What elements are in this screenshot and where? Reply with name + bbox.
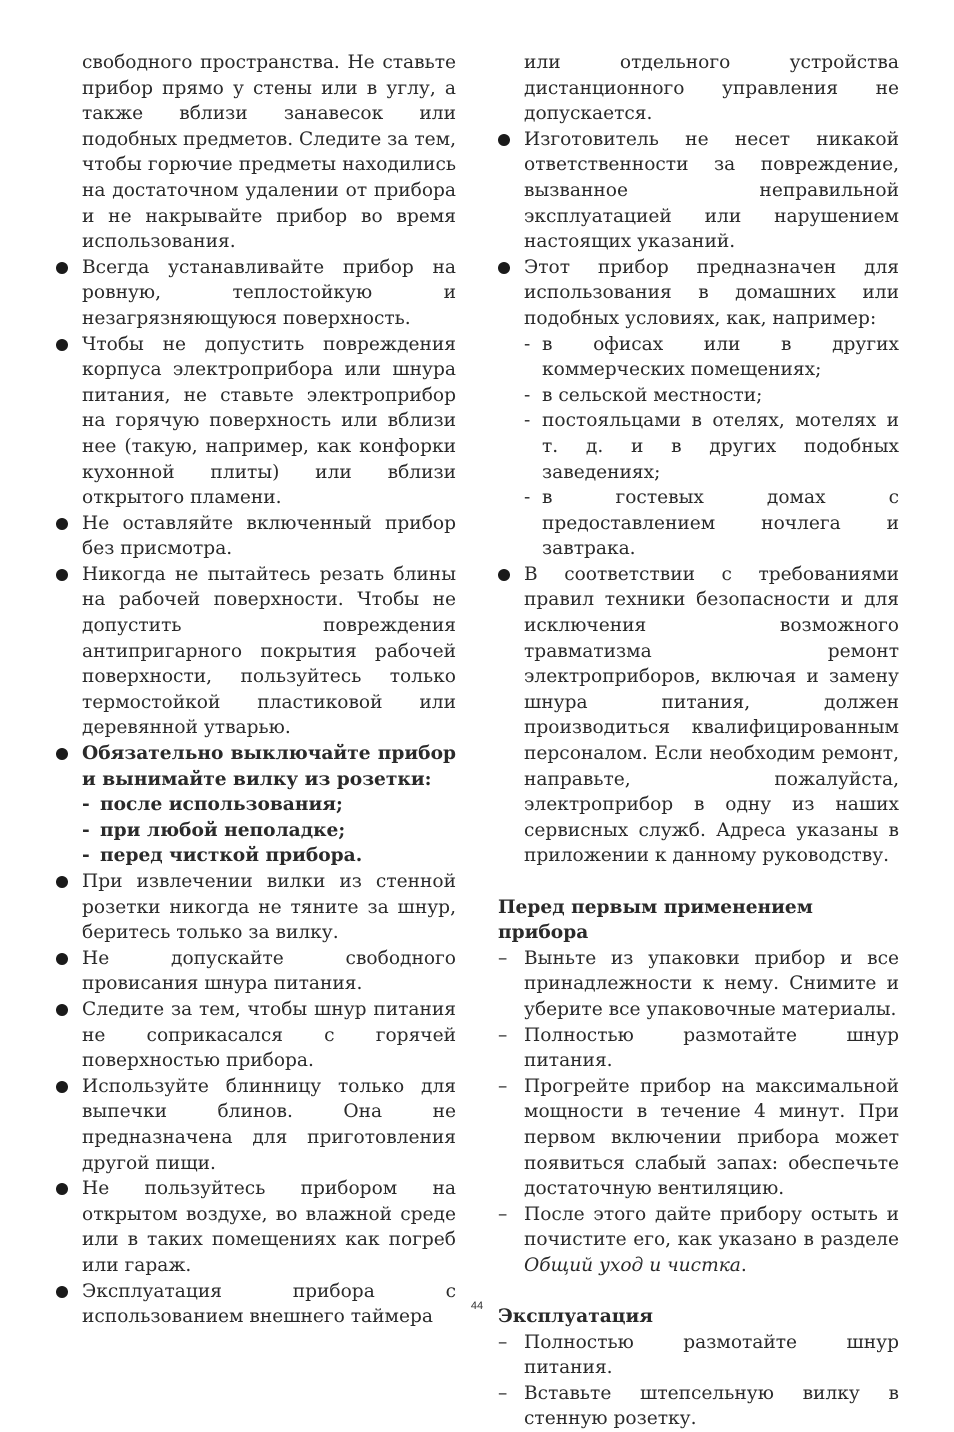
sub-item-text: постояльцами в отелях, мотелях и т. д. и в других подобных заведениях; — [542, 410, 899, 483]
instruction-text: Вставьте штепсельную вилку в стенную розетку. — [524, 1382, 899, 1430]
bullet-icon — [56, 1004, 68, 1016]
hyphen-mark: - — [82, 819, 90, 841]
instruction-item — [498, 1202, 899, 1279]
bullet-icon — [498, 569, 510, 581]
safety-item — [498, 255, 899, 562]
sub-item — [524, 332, 899, 383]
instruction-item — [498, 1074, 899, 1202]
safety-item-text: Не допускайте свободного провисания шнура питания. — [82, 947, 456, 995]
section-heading-first-use: Перед первым применением прибора — [498, 896, 813, 944]
sub-item — [524, 485, 899, 562]
safety-item-unplug — [56, 741, 456, 869]
section-reference: Общий уход и чистка — [524, 1254, 741, 1276]
bullet-icon — [56, 1183, 68, 1195]
instruction-text: Прогрейте прибор на максимальной мощности в течение 4 минут. При первом включении прибора может появиться слабый запах: обеспечьте достаточную вентиляцию. — [524, 1075, 899, 1200]
sub-item-text: в сельской местности; — [542, 384, 763, 406]
dash-mark: – — [498, 1331, 508, 1353]
safety-item — [56, 997, 456, 1074]
safety-item — [56, 562, 456, 741]
sub-item — [524, 383, 899, 409]
hyphen-mark: - — [524, 333, 531, 355]
instruction-text: Выньте из упаковки прибор и все принадлежности к нему. Снимите и уберите все упаковочные материалы. — [524, 947, 899, 1020]
sentence-end: . — [740, 1254, 747, 1276]
safety-item-text: Следите за тем, чтобы шнур питания не соприкасался с горячей поверхностью прибора. — [82, 998, 456, 1072]
bullet-icon — [56, 518, 68, 530]
safety-item-text: Не оставляйте включенный прибор без присмотра. — [82, 512, 456, 560]
continued-paragraph: или отдельного устройства дистанционного управления не допускается. — [524, 52, 899, 125]
instruction-text: Полностью размотайте шнур питания. — [524, 1024, 899, 1072]
dash-mark: – — [498, 947, 508, 969]
safety-item-text: Изготовитель не несет никакой ответственности за повреждение, вызванное неправильной эксплуатацией или нарушением настоящих указаний. — [524, 128, 899, 253]
bullet-icon — [498, 262, 510, 274]
dash-mark: – — [498, 1024, 508, 1046]
hyphen-mark: - — [524, 384, 531, 406]
bullet-icon — [56, 748, 68, 760]
bullet-icon — [56, 876, 68, 888]
bullet-icon — [56, 953, 68, 965]
instruction-text: После этого дайте прибору остыть и почистите его, как указано в разделе — [524, 1203, 899, 1251]
sub-item-text: в гостевых домах с предоставлением ночлега и завтрака. — [542, 487, 899, 560]
safety-item — [56, 1074, 456, 1176]
safety-item-text: Никогда не пытайтесь резать блины на рабочей поверхности. Чтобы не допустить повреждения антипригарного покрытия рабочей поверхности, пользуйтесь только термостойкой пластиковой или деревянной утварью. — [82, 563, 456, 739]
safety-item-text: В соответствии с требованиями правил техники безопасности и для исключения возможного травматизма ремонт электроприборов, включая и замену шнура питания, должен производиться квалифицированным персоналом. Если необходим ремонт, направьте, пожалуйста, электроприбор в одну из наших сервисных служб. Адреса указаны в приложении к данному руководству. — [524, 563, 899, 867]
instruction-item — [498, 1330, 899, 1381]
dash-mark: – — [498, 1382, 508, 1404]
intro-paragraph: свободного пространства. Не ставьте прибор прямо у стены или в углу, а также вблизи занавесок или подобных предметов. Следите за тем, чтобы горючие предметы находились на достаточном удалении от прибора и не накрывайте прибор во время использования. — [82, 52, 456, 253]
sub-item — [82, 818, 456, 844]
sub-item — [82, 843, 456, 869]
right-column — [498, 50, 899, 1432]
sub-item-text: перед чисткой прибора. — [100, 845, 363, 867]
hyphen-mark: - — [524, 410, 531, 432]
bullet-icon — [56, 262, 68, 274]
sub-item — [82, 792, 456, 818]
safety-item-text: Чтобы не допустить повреждения корпуса электроприбора или шнура питания, не ставьте электроприбор на горячую поверхность или вблизи нее (такую, например, как конфорки кухонной плиты) или вблизи открытого пламени. — [82, 333, 456, 509]
hyphen-mark: - — [82, 794, 90, 816]
page-number: 44 — [470, 1300, 484, 1312]
bullet-icon — [56, 339, 68, 351]
section-heading-operation: Эксплуатация — [498, 1306, 654, 1328]
dash-mark: – — [498, 1203, 508, 1225]
sub-item-text: в офисах или в других коммерческих помещениях; — [542, 333, 899, 381]
safety-item-text: Этот прибор предназначен для использования в домашних или подобных условиях, как, например: — [524, 256, 899, 329]
sub-item-text: при любой неполадке; — [100, 819, 346, 841]
dash-mark: – — [498, 1075, 508, 1097]
instruction-item — [498, 1381, 899, 1432]
left-column — [56, 50, 456, 1330]
instruction-item — [498, 1023, 899, 1074]
safety-item — [498, 562, 899, 869]
instruction-item — [498, 946, 899, 1023]
safety-item — [56, 946, 456, 997]
safety-item — [56, 255, 456, 332]
safety-item — [56, 1176, 456, 1278]
hyphen-mark: - — [82, 845, 90, 867]
safety-item — [498, 127, 899, 255]
instruction-text: Полностью размотайте шнур питания. — [524, 1331, 899, 1379]
safety-item-text: При извлечении вилки из стенной розетки никогда не тяните за шнур, беритесь только за вилку. — [82, 871, 456, 944]
sub-item-text: после использования; — [100, 794, 343, 816]
safety-item-text: Эксплуатация прибора с использованием внешнего таймера — [82, 1280, 456, 1328]
sub-item — [524, 408, 899, 485]
safety-item-text: Обязательно выключайте прибор и вынимайте вилку из розетки: — [82, 743, 456, 790]
bullet-icon — [498, 134, 510, 146]
safety-item-text: Используйте блинницу только для выпечки блинов. Она не предназначена для приготовления другой пищи. — [82, 1075, 456, 1174]
hyphen-mark: - — [524, 487, 531, 509]
bullet-icon — [56, 569, 68, 581]
bullet-icon — [56, 1286, 68, 1298]
safety-item-text: Всегда устанавливайте прибор на ровную, теплостойкую и незагрязняющуюся поверхность. — [82, 256, 456, 329]
safety-item — [56, 332, 456, 511]
bullet-icon — [56, 1081, 68, 1093]
safety-item — [56, 869, 456, 946]
safety-item — [56, 511, 456, 562]
safety-item-text: Не пользуйтесь прибором на открытом воздухе, во влажной среде или в таких помещениях как погреб или гараж. — [82, 1178, 456, 1276]
